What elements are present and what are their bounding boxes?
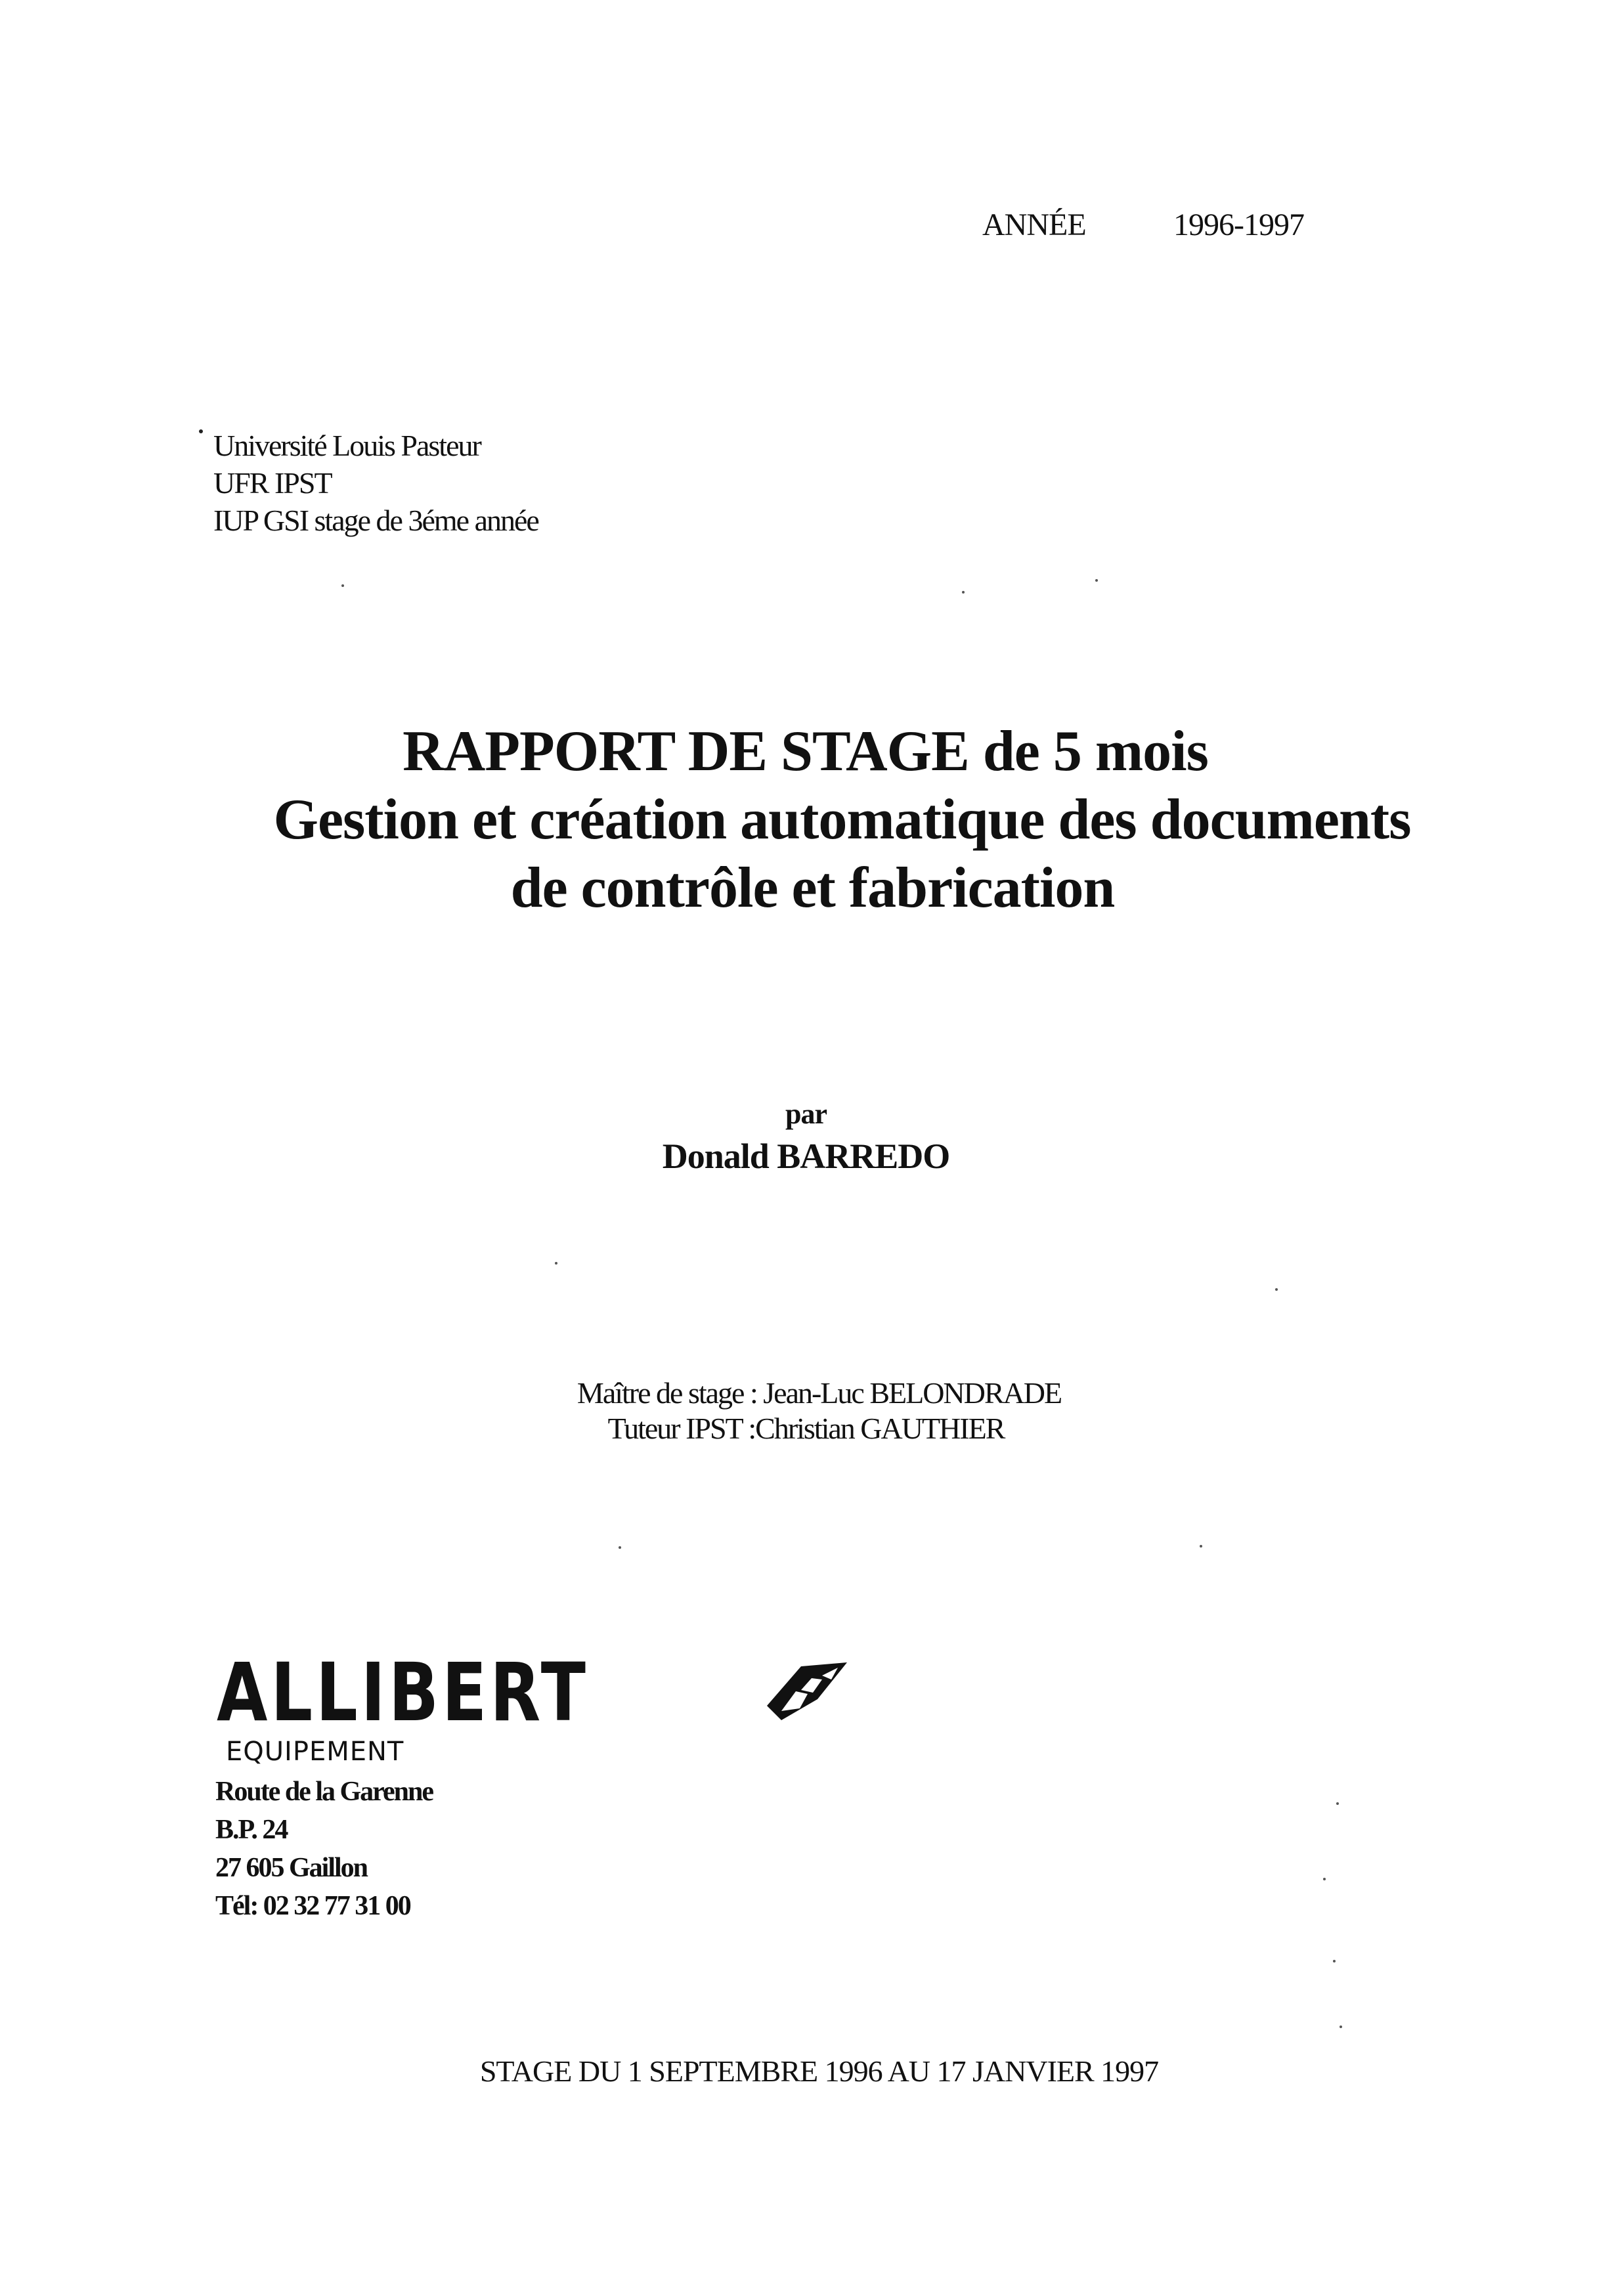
scan-speck xyxy=(555,1262,557,1265)
title-line-1: RAPPORT DE STAGE de 5 mois xyxy=(403,720,1208,783)
report-title xyxy=(0,718,1612,922)
year-value: 1996-1997 xyxy=(1173,207,1304,242)
scan-speck xyxy=(619,1546,621,1549)
company-address xyxy=(215,1773,433,1925)
internship-dates-text: STAGE DU 1 SEPTEMBRE 1996 AU 17 JANVIER 1997 xyxy=(479,2054,1159,2088)
year-label: ANNÉE xyxy=(982,207,1086,242)
institution-program: IUP GSI stage de 3éme année xyxy=(213,504,538,537)
company-division: EQUIPEMENT xyxy=(226,1737,404,1767)
title-line-2: Gestion et création automatique des documents xyxy=(273,788,1411,852)
author-name: Donald BARREDO xyxy=(662,1137,950,1176)
scan-dot xyxy=(199,429,203,433)
company-logo-emblem-icon xyxy=(755,1660,854,1722)
author-by: par xyxy=(785,1098,827,1130)
scan-speck xyxy=(1200,1545,1202,1548)
institution-block xyxy=(213,427,538,539)
address-po-box: B.P. 24 xyxy=(215,1815,288,1845)
scan-speck xyxy=(1336,1802,1339,1805)
address-street: Route de la Garenne xyxy=(215,1777,433,1807)
ipst-tutor: Tuteur IPST :Christian GAUTHIER xyxy=(607,1412,1005,1445)
scan-speck xyxy=(962,591,965,594)
scan-speck xyxy=(1323,1878,1326,1880)
scan-speck xyxy=(1333,1960,1336,1962)
scan-speck xyxy=(341,584,344,587)
scan-speck xyxy=(1340,2025,1342,2028)
address-city: 27 605 Gaillon xyxy=(215,1853,368,1883)
internship-supervisor: Maître de stage : Jean-Luc BELONDRADE xyxy=(577,1376,1062,1410)
institution-university: Université Louis Pasteur xyxy=(213,429,481,462)
title-line-3: de contrôle et fabrication xyxy=(510,856,1115,920)
internship-dates xyxy=(0,2054,1612,2089)
scan-speck xyxy=(1095,579,1098,582)
company-logo xyxy=(217,1646,670,1739)
company-logo-text: ALLIBERT xyxy=(217,1646,589,1739)
institution-ufr: UFR IPST xyxy=(213,466,332,500)
address-phone: Tél: 02 32 77 31 00 xyxy=(215,1891,410,1921)
supervisors-block xyxy=(0,1375,1612,1446)
scan-speck xyxy=(1275,1288,1278,1291)
author-block xyxy=(0,1094,1612,1179)
